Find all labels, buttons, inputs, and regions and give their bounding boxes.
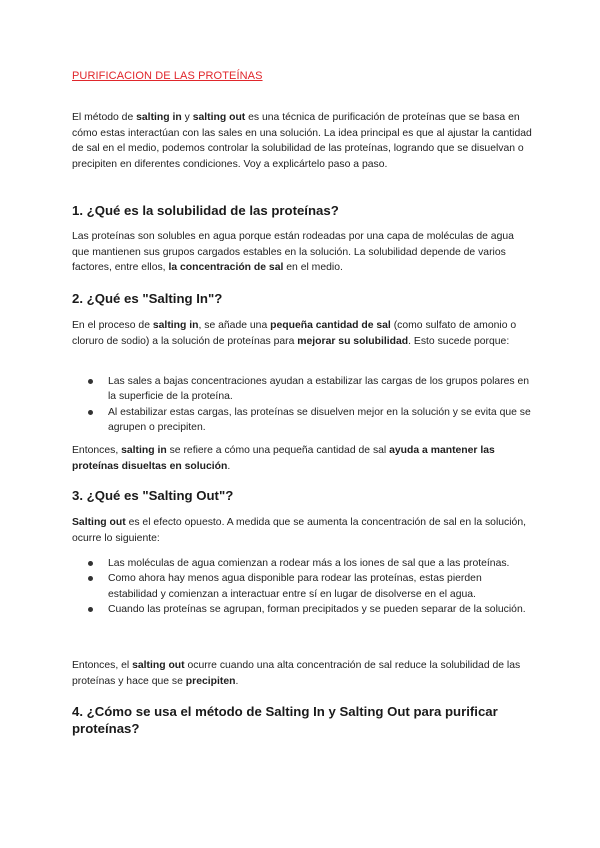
text-run: en el medio.	[283, 262, 343, 274]
text-run: En el proceso de	[72, 320, 153, 331]
text-run: Entonces,	[72, 445, 122, 456]
bold-run: salting out	[192, 112, 246, 123]
list-item	[72, 571, 532, 602]
text-run: .	[235, 675, 239, 687]
list-item	[72, 405, 532, 436]
bold-run: salting in	[152, 320, 199, 331]
text-run: El método de	[72, 112, 137, 123]
bold-run: salting out	[132, 660, 185, 671]
bold-run: salting in	[136, 112, 182, 123]
list-item-text: Las sales a bajas concentraciones ayudan a estabilizar las cargas de los grupos polares en la superficie de la proteína.	[108, 376, 530, 403]
bold-run: Salting out	[72, 517, 126, 528]
list-item-text: Al estabilizar estas cargas, las proteínas se disuelven mejor en la solución y se evita que se agrupen o precipiten.	[108, 406, 531, 434]
bold-run: pequeña cantidad de sal	[270, 320, 391, 331]
bullet-dot-icon	[88, 410, 93, 415]
section4-heading: 4. ¿Cómo se usa el método de Salting In y Salting Out para purificar proteínas?	[72, 704, 498, 736]
text-run: , se añade una	[198, 320, 271, 331]
section2-conclusion	[72, 443, 532, 474]
list-item-text: Cuando las proteínas se agrupan, forman precipitados y se pueden separar de la solución.	[108, 604, 526, 616]
list-item-text: Como ahora hay menos agua disponible para rodear las proteínas, estas pierden estabilidad y comienzan a interactuar entre sí en lugar de disolverse en el agua.	[108, 573, 482, 600]
text-run: (como sulfato de amonio o cloruro de sodio) a la solución de proteínas para	[72, 320, 517, 347]
text-run: es el efecto opuesto. A medida que se aumenta la concentración de sal en la solución, ocurre lo siguiente:	[72, 517, 526, 544]
text-run: ocurre cuando una alta concentración de sal reduce la solubilidad de las proteínas y hace que se	[72, 660, 521, 687]
bold-run: la concentración de sal	[168, 262, 284, 274]
text-run: y	[181, 112, 193, 123]
section2-bullet-list	[72, 374, 532, 436]
intro-paragraph	[72, 110, 532, 172]
text-run: .	[227, 460, 231, 472]
list-item-text: Las moléculas de agua comienzan a rodear más a los iones de sal que a las proteínas.	[108, 558, 510, 569]
text-run: es una técnica de purificación de proteínas que se basa en cómo estas interactúan con las sales en una solución. La idea principal es que al ajustar la cantidad de sal en el medio, podemos controlar la solubilidad de las proteínas, logrando que se disuelvan o precipiten en diferentes condiciones. Voy a explicártelo paso a paso.	[72, 112, 532, 170]
section1-paragraph	[72, 229, 532, 276]
text-run: . Esto sucede porque:	[408, 335, 510, 347]
section3-bullet-list	[72, 556, 532, 618]
section3-heading: 3. ¿Qué es "Salting Out"?	[72, 488, 234, 503]
section3-paragraph	[72, 515, 532, 546]
bold-run: mejorar su solubilidad	[297, 335, 409, 347]
bold-run: ayuda a mantener las proteínas disueltas en solución	[72, 445, 495, 472]
bullet-dot-icon	[88, 561, 93, 566]
section1-heading: 1. ¿Qué es la solubilidad de las proteínas?	[72, 203, 339, 218]
document-title: PURIFICACION DE LAS PROTEÍNAS	[72, 70, 263, 82]
text-run: se refiere a cómo una pequeña cantidad de sal	[166, 445, 390, 456]
bold-run: salting in	[121, 445, 167, 456]
section2-paragraph	[72, 318, 532, 349]
text-run: Las proteínas son solubles en agua porque están rodeadas por una capa de moléculas de agua que mantienen sus grupos cargados estables en la solución. La solubilidad depende de varios factores, entre ellos,	[72, 231, 514, 274]
bold-run: precipiten	[185, 675, 236, 687]
bullet-dot-icon	[88, 379, 93, 384]
list-item	[72, 556, 532, 571]
text-run: Entonces, el	[72, 660, 133, 671]
section3-conclusion	[72, 658, 532, 689]
section2-heading: 2. ¿Qué es "Salting In"?	[72, 291, 223, 306]
list-item	[72, 374, 532, 405]
list-item	[72, 602, 532, 617]
bullet-dot-icon	[88, 576, 93, 581]
bullet-dot-icon	[88, 607, 93, 612]
